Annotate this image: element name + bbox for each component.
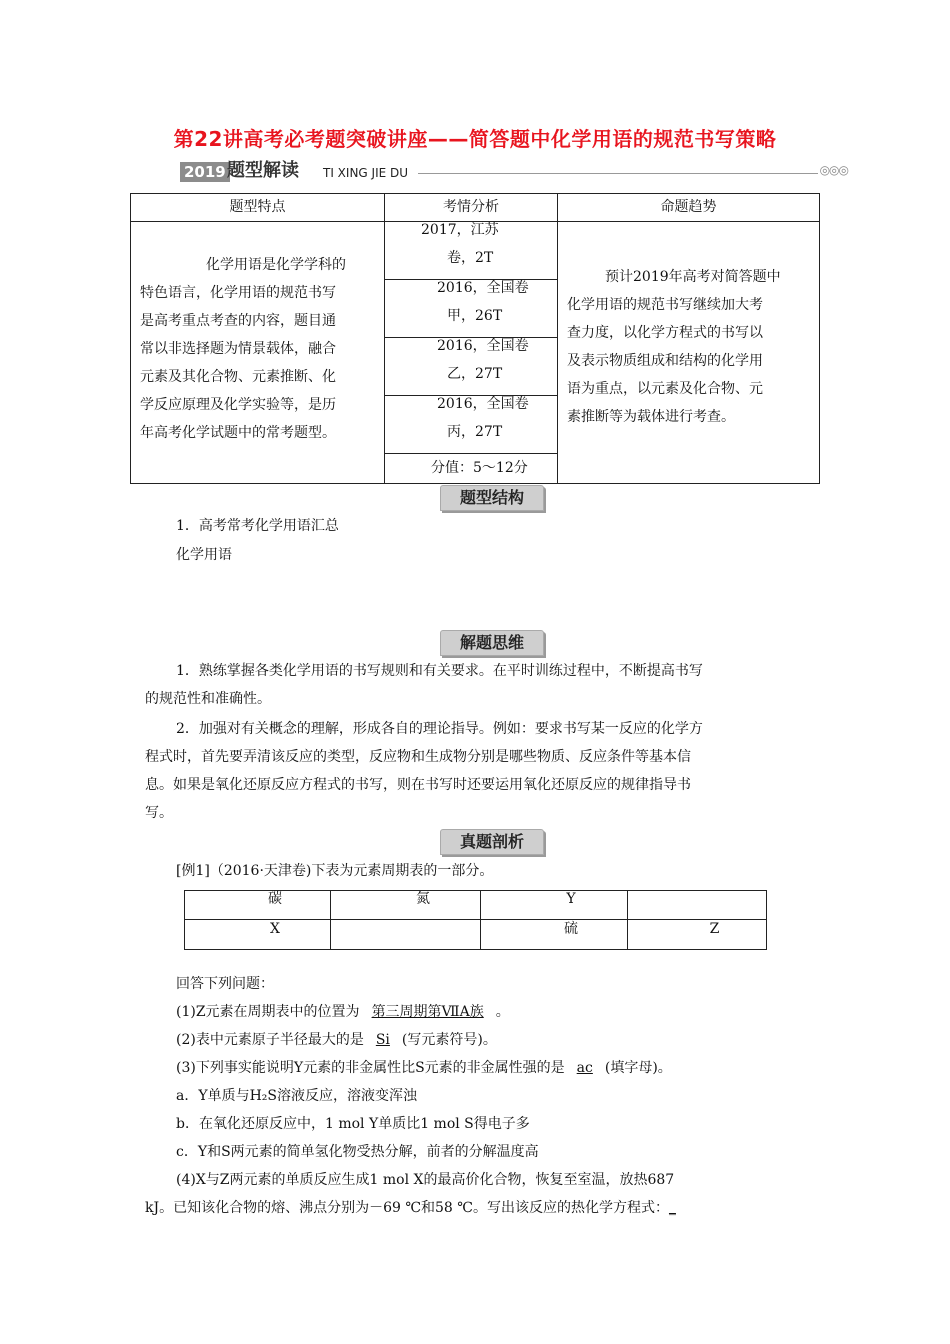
- prompt-text: 回答下列问题：: [176, 976, 274, 992]
- trend-text: 预计2019年高考对简答题中 化学用语的规范书写继续加大考 查力度，以化学方程式的书写以 及表示物质组成和结构的化学用 语为重点，以元素及化合物、元 素推断等为载体进行考查。: [567, 269, 781, 425]
- exam-row: 2017，江苏 卷，2T: [421, 222, 499, 266]
- header-analysis: 考情分析: [443, 199, 499, 215]
- structure-line: 1．高考常考化学用语汇总: [176, 518, 339, 534]
- grid-cell: X: [270, 921, 280, 937]
- thinking-paragraph-2: 2．加强对有关概念的理解，形成各自的理论指导。例如：要求书写某一反应的化学方 程式时，首先要弄清该反应的类型，反应物和生成物分别是哪些物质、反应条件等基本信 息。如果是氧化还原反应方程式的书写，则在书写时还要运用氧化还原反应的规律指导书 写。: [145, 721, 703, 821]
- question-4-line-2: kJ。已知该化合物的熔、沸点分别为－69 ℃和58 ℃。写出该反应的热化学方程式：_: [145, 1200, 676, 1216]
- option-b: b．在氧化还原反应中，1 mol Y单质比1 mol S得电子多: [176, 1116, 530, 1132]
- question-2: (2)表中元素原子半径最大的是 Si (写元素符号)。: [176, 1032, 497, 1048]
- grid-cell: Y: [566, 891, 576, 907]
- option-a: a．Y单质与H₂S溶液反应，溶液变浑浊: [176, 1088, 418, 1104]
- banner-rule: [418, 173, 818, 174]
- section-structure-heading: 题型结构: [440, 485, 544, 511]
- feature-text: 化学用语是化学学科的 特色语言，化学用语的规范书写 是高考重点考查的内容，题目通 常以非选择题为情景载体，融合 元素及其化合物、元素推断、化 学反应原理及化学实验等，是历 年高考化学试题中的常考题型。: [140, 257, 346, 441]
- section-thinking-heading: 解题思维: [440, 630, 544, 656]
- answer-3: ac: [576, 1060, 593, 1076]
- exam-row: 2016，全国卷 丙，27T: [437, 396, 529, 440]
- thinking-paragraph-1: 1．熟练掌握各类化学用语的书写规则和有关要求。在平时训练过程中，不断提高书写 的规范性和准确性。: [145, 663, 703, 707]
- question-3: (3)下列事实能说明Y元素的非金属性比S元素的非金属性强的是 ac (填字母)。: [176, 1060, 672, 1076]
- exam-score: 分值：5～12分: [431, 460, 528, 476]
- page-title: 第22讲高考必考题突破讲座——简答题中化学用语的规范书写策略: [173, 127, 777, 151]
- grid-cell: Z: [709, 921, 720, 937]
- grid-cell: 硫: [564, 921, 578, 937]
- banner-year: 2019: [180, 162, 230, 182]
- grid-cell: 氮: [416, 891, 430, 907]
- answer-1: 第三周期第ⅦA族: [371, 1004, 484, 1020]
- question-1: (1)Z元素在周期表中的位置为 第三周期第ⅦA族 。: [176, 1004, 510, 1020]
- question-4-line-1: (4)X与Z两元素的单质反应生成1 mol X的最高价化合物，恢复至室温，放热687: [176, 1172, 675, 1188]
- banner-title: 题型解读: [227, 160, 299, 181]
- banner-pinyin: TI XING JIE DU: [323, 166, 409, 180]
- header-trend: 命题趋势: [660, 199, 717, 215]
- answer-4-blank: _: [668, 1200, 676, 1216]
- exam-row: 2016，全国卷 甲，26T: [437, 280, 529, 324]
- section-analysis-heading: 真题剖析: [440, 829, 544, 855]
- section-banner: [180, 160, 848, 184]
- grid-cell: 碳: [268, 891, 282, 907]
- banner-dots-icon: ◎◎◎: [819, 163, 848, 177]
- header-feature: 题型特点: [229, 199, 286, 215]
- structure-line: 化学用语: [176, 547, 232, 563]
- example-intro: [例1]（2016·天津卷)下表为元素周期表的一部分。: [176, 863, 494, 879]
- exam-row: 2016，全国卷 乙，27T: [437, 338, 529, 382]
- option-c: c．Y和S两元素的简单氢化物受热分解，前者的分解温度高: [176, 1144, 539, 1160]
- answer-2: Si: [375, 1032, 390, 1048]
